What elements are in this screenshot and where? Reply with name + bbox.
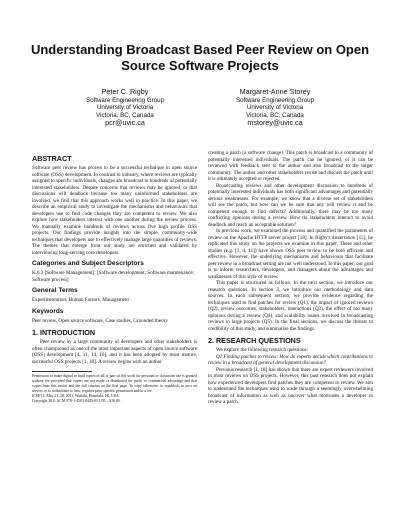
abstract-text: Software peer review has proven to be a successful technique in open source software (OSS) development. In contrast to industry, where reviews are typically assigned to specific individuals, changes are broadcast to hundreds of potentially interested stakeholders. Despite concerns that reviews may be ignored, or that discussions will deadlock because too many uninformed stakeholders are involved, we find that this approach works well in practice. In this paper, we describe an empirical study to investigate the mechanisms and behaviours that developers use to find code changes they are competent to review. We also explore how stakeholders interact with one another during the review process. We manually examine hundreds of reviews across five high profile OSS projects. Our findings provide insights into the simple, community-wide techniques that developers use to effectively manage large quantities of reviews. The themes that emerge from our study are enriched and validated by interviewing long-serving core developers. [32,165,197,256]
terms-text: Experimentation, Human Factors, Management [32,297,129,303]
author-affiliation: Victoria, BC, Canada [96,111,154,119]
conference-line: ICSE'11, May 21–28, 2011, Waikiki, Honolulu, HI, USA [32,393,119,398]
left-column [32,150,197,403]
keywords-heading: Keywords [32,307,64,315]
author-affiliation: University of Victoria [246,104,304,112]
author-1 [50,88,200,128]
research-question-q1: Q1 Finding patches to review: How do experts decide which contributions to review in a broadcast of general development discussion? [208,353,373,366]
body-paragraph: In previous work, we examined the process and quantified the parameters of review on the Apache HTTP server project [18]. In Rigby's dissertation [15], he replicated this study on the projects we examine in this paper. These and other studies (e.g. [1, 4, 11]) have shown OSS peer review to be both efficient and effective. However, the underlying mechanisms and behaviours that facilitate peer review in a broadcast setting are not well understood. In this paper, our goal is to inform researchers, developers, and managers about the advantages and weaknesses of this style of review. [208,228,373,280]
terms-heading: General Terms [32,287,78,294]
author-affiliation: University of Victoria [96,104,154,112]
copyright-line: Copyright 2011 ACM 978-1-4503-0445-0/11/05 ...$10.00. [32,398,121,403]
author-name: Peter C. Rigby [101,87,149,96]
permission-footnote: Permission to make digital or hard copies of all or part of this work for personal or classroom use is granted without fee provided that copies are not made or distributed for profit or commercial advantage and that copies bear this notice and the full citation on the first page. To copy otherwise, to republish, to post on servers or to redistribute to lists, requires prior specific permission and/or a fee. [32,374,197,393]
author-email: mstorey@uvic.ca [247,118,303,128]
research-questions-heading: 2. RESEARCH QUESTIONS [208,336,301,345]
footnote-rule [32,371,92,372]
abstract-heading: ABSTRACT [32,154,72,163]
author-email: pcr@uvic.ca [105,118,145,128]
body-paragraph: This paper is structured as follows. In the next section, we introduce our research questions. In section 3, we introduce our methodology and data sources. In each subsequent section, we provide evidence regarding the techniques used to find patches for review (Q1), the impact of ignored reviews (Q2), review outcomes, stakeholders, interactions (Q3), the effect of too many opinions during a review (Q4), and scalability issues involved in broadcasting reviews in large projects (Q5). In the final sections, we discuss the threats to credibility of this study, and summarize the findings. [208,280,373,332]
author-name: Margaret-Anne Storey [239,87,311,96]
author-2 [200,88,350,128]
right-column [208,150,373,406]
introduction-heading: 1. INTRODUCTION [32,328,96,337]
author-affiliation: Software Engineering Group [235,96,315,104]
body-paragraph: Previous research [1, 18] has shown that there are expert reviewers involved in most reviews on OSS projects. However, this past research does not explain how experienced developers find patches they are competent to review. We aim to understand the techniques used to wade through a seemingly overwhelming broadcast of information as well as uncover what motivates a developer to review a patch. [208,366,373,405]
body-paragraph: Broadcasting reviews and other development discussion to hundreds of potentially interested individuals has both significant advantages and potentially serious weaknesses. For example, we know that a diverse set of stakeholders will see the patch, but how can we be sure that any will review it and be competent enough to find defects? Additionally, there may be too many conflicting opinions during a review. How do stakeholders interact to avoid deadlock and reach an acceptable solution? [208,182,373,228]
categories-text: K.6.3 [Software Management]: [Software development; Software maintenance; Software process] [32,270,195,283]
body-paragraph: creating a patch (a software change). This patch is broadcast to a community of potentially interested individuals. The patch can be ignored, or it can be reviewed with feedback sent to the author and also broadcast to the larger community. The author and other stakeholders revise and discuss the patch until it is ultimately accepted or rejected. [208,150,373,182]
author-affiliation: Software Engineering Group [85,96,165,104]
body-paragraph: We explore the following research questions: [216,347,308,353]
keywords-text: Peer review, Open source software, Case studies, Grounded theory [32,317,168,324]
categories-heading: Categories and Subject Descriptors [32,260,144,267]
introduction-text: Peer review by a large community of developers and other stakeholders is often championed as one of the most important aspects of open source software (OSS) development [4, 11, 14, 16], and it has been adopted by most mature, successful OSS projects [1, 18]. A review begins with an author [32,339,197,365]
paper-title: Understanding Broadcast Based Peer Review on Open Source Software Projects [30,42,370,73]
author-affiliation: Victoria, BC, Canada [246,111,304,119]
